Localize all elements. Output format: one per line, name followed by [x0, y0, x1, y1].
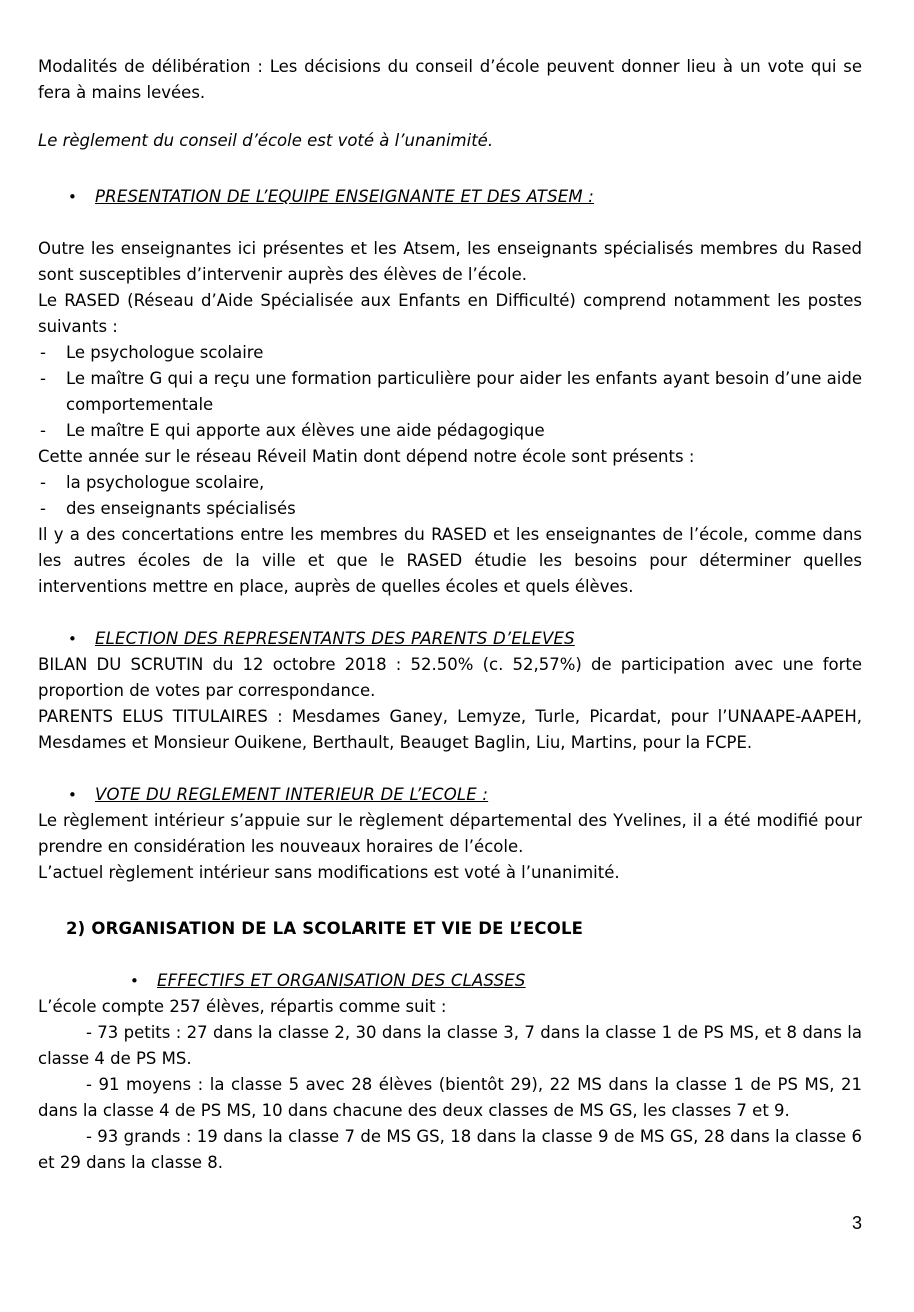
paragraph-reglement-conseil-vote: Le règlement du conseil d’école est voté à l’unanimité.	[38, 131, 494, 150]
dash-item-enseignants-specialises	[38, 496, 862, 522]
dash-item-text: des enseignants spécialisés	[66, 499, 296, 518]
heading-effectifs-organisation	[130, 968, 862, 994]
dash-item-maitre-e	[38, 418, 862, 444]
bullet-icon: •	[68, 188, 77, 206]
paragraph-outre-enseignantes: Outre les enseignantes ici présentes et les Atsem, les enseignants spécialisés membres du Rased sont susceptibles d’intervenir auprès des élèves de l’école.	[38, 239, 862, 284]
paragraph-repartition-petits: - 73 petits : 27 dans la classe 2, 30 dans la classe 3, 7 dans la classe 1 de PS MS, et 8 dans la classe 4 de PS MS.	[38, 1023, 862, 1068]
bullet-icon: •	[130, 972, 139, 990]
heading-election-representants	[68, 626, 862, 652]
paragraph-modalites-deliberation: Modalités de délibération : Les décisions du conseil d’école peuvent donner lieu à un vote qui se fera à mains levées.	[38, 57, 862, 102]
paragraph-bilan-scrutin: BILAN DU SCRUTIN du 12 octobre 2018 : 52.50% (c. 52,57%) de participation avec une forte proportion de votes par correspondance.	[38, 655, 862, 700]
dash-item-psychologue-scolaire	[38, 340, 862, 366]
dash-item-maitre-g	[38, 366, 862, 418]
dash-icon: -	[40, 343, 46, 362]
dash-icon: -	[40, 499, 46, 518]
bullet-icon: •	[68, 630, 77, 648]
dash-item-text: Le psychologue scolaire	[66, 343, 264, 362]
heading-text: EFFECTIFS ET ORGANISATION DES CLASSES	[157, 971, 526, 990]
heading-text: PRESENTATION DE L’EQUIPE ENSEIGNANTE ET DES ATSEM :	[95, 187, 595, 206]
section-heading-organisation-scolarite: 2) ORGANISATION DE LA SCOLARITE ET VIE DE L’ECOLE	[66, 919, 584, 938]
heading-vote-reglement-interieur	[68, 782, 862, 808]
paragraph-parents-elus: PARENTS ELUS TITULAIRES : Mesdames Ganey, Lemyze, Turle, Picardat, pour l’UNAAPE-AAPEH, Mesdames et Monsieur Ouikene, Berthault, Beauget Baglin, Liu, Martins, pour la FCPE.	[38, 707, 862, 752]
dash-icon: -	[40, 369, 46, 388]
dash-icon: -	[40, 473, 46, 492]
heading-presentation-equipe	[68, 184, 862, 210]
paragraph-actuel-reglement-vote: L’actuel règlement intérieur sans modifications est voté à l’unanimité.	[38, 863, 620, 882]
dash-item-text: Le maître E qui apporte aux élèves une aide pédagogique	[66, 421, 545, 440]
dash-item-text: la psychologue scolaire,	[66, 473, 265, 492]
paragraph-repartition-grands: - 93 grands : 19 dans la classe 7 de MS GS, 18 dans la classe 9 de MS GS, 28 dans la classe 6 et 29 dans la classe 8.	[38, 1127, 862, 1172]
dash-item-text: Le maître G qui a reçu une formation particulière pour aider les enfants ayant besoin d’une aide comportementale	[66, 369, 862, 414]
heading-text: VOTE DU REGLEMENT INTERIEUR DE L’ECOLE :	[95, 785, 489, 804]
page-number: 3	[851, 1213, 862, 1233]
paragraph-rased-definition: Le RASED (Réseau d’Aide Spécialisée aux Enfants en Difficulté) comprend notamment les postes suivants :	[38, 291, 862, 336]
bullet-icon: •	[68, 786, 77, 804]
paragraph-concertations-rased: Il y a des concertations entre les membres du RASED et les enseignantes de l’école, comme dans les autres écoles de la ville et que le RASED étudie les besoins pour déterminer quelles interventions mettre en place, auprès de quelles écoles et quels élèves.	[38, 525, 862, 596]
paragraph-cette-annee-reseau: Cette année sur le réseau Réveil Matin dont dépend notre école sont présents :	[38, 447, 695, 466]
paragraph-repartition-moyens: - 91 moyens : la classe 5 avec 28 élèves (bientôt 29), 22 MS dans la classe 1 de PS MS, 21 dans la classe 4 de PS MS, 10 dans chacune des deux classes de MS GS, les classes 7 et 9.	[38, 1075, 862, 1120]
paragraph-ecole-compte: L’école compte 257 élèves, répartis comme suit :	[38, 997, 447, 1016]
dash-icon: -	[40, 421, 46, 440]
paragraph-reglement-yvelines: Le règlement intérieur s’appuie sur le règlement départemental des Yvelines, il a été modifié pour prendre en considération les nouveaux horaires de l’école.	[38, 811, 862, 856]
heading-text: ELECTION DES REPRESENTANTS DES PARENTS D’ELEVES	[95, 629, 575, 648]
dash-item-la-psychologue	[38, 470, 862, 496]
